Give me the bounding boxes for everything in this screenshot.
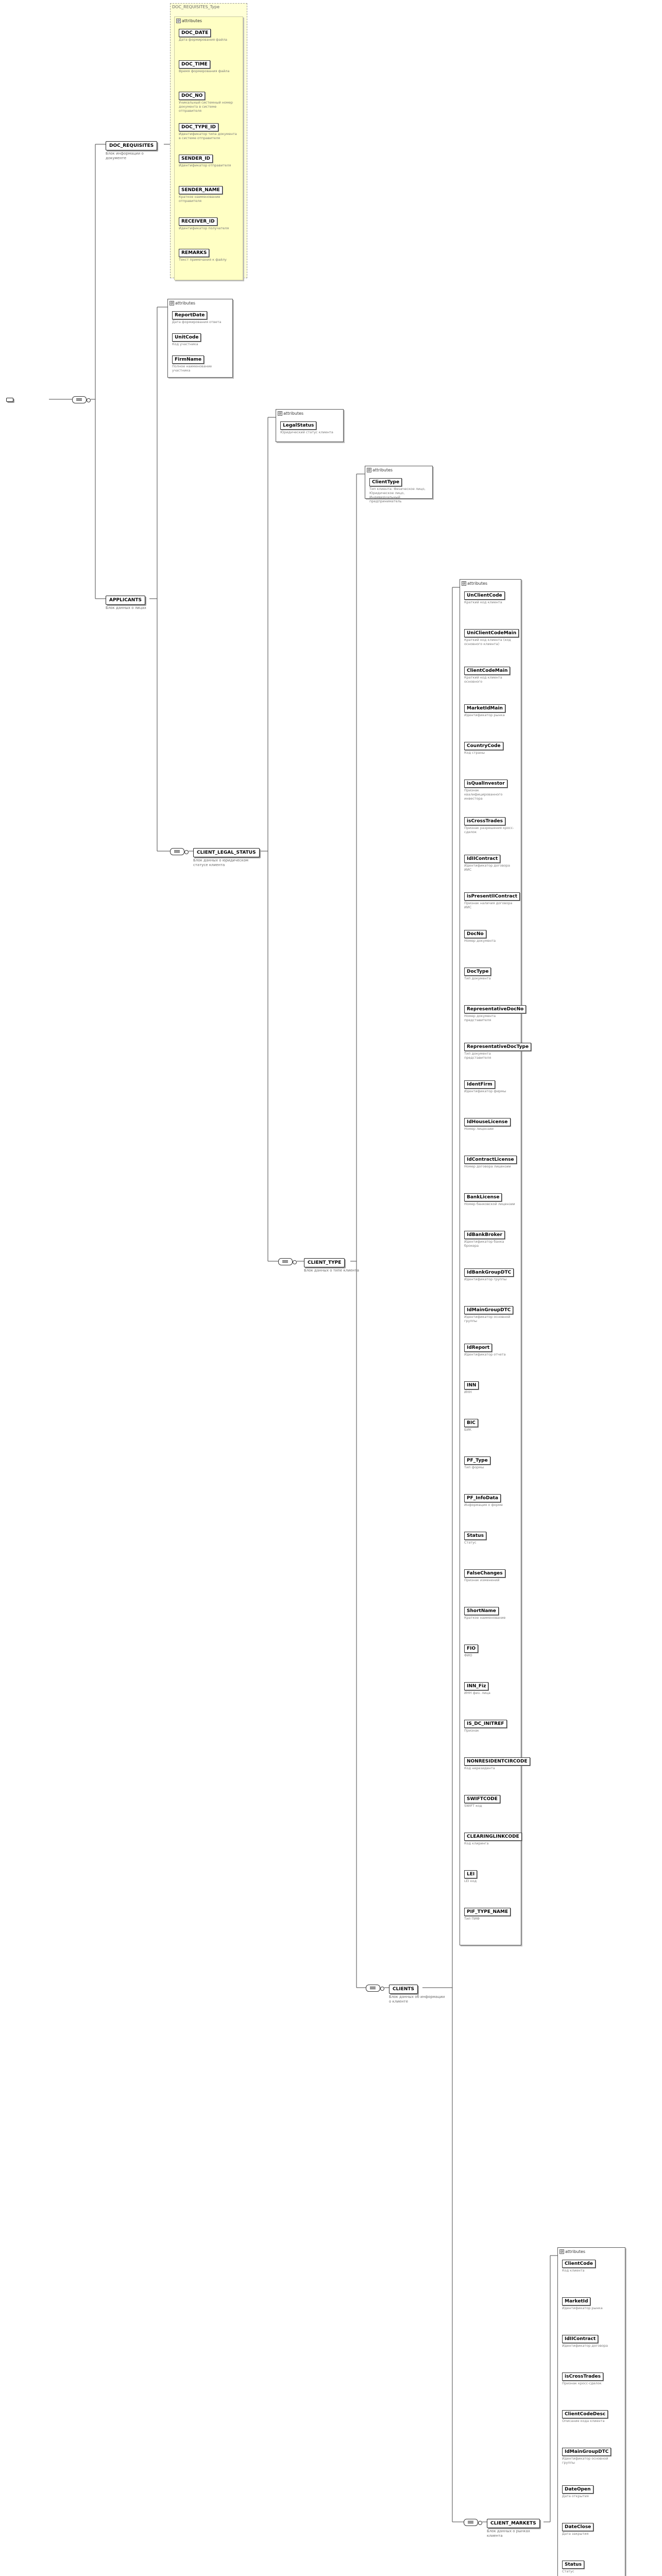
clients-attr-desc: Идентификатор банка брокера bbox=[464, 1240, 504, 1248]
doc-requisites-attr-desc: Идентификатор типа документа в системе отправителя bbox=[179, 132, 237, 140]
clients-attr-desc: Признак bbox=[464, 1728, 479, 1733]
client-markets-attr[interactable] bbox=[562, 2408, 621, 2423]
applicants-desc: Блок данных о лицах bbox=[106, 606, 146, 610]
clients-attr-desc: Номер документа представителя bbox=[464, 1014, 496, 1022]
clients-attr-name: IdBankBroker bbox=[464, 1231, 505, 1239]
client-markets-attributes-group bbox=[557, 2247, 625, 2576]
doc-requisites-node[interactable] bbox=[106, 139, 162, 161]
clients-attr-desc: Тип формы bbox=[464, 1465, 484, 1469]
legal-status-desc: Блок данных о юридическом статусе клиента bbox=[193, 858, 249, 867]
clients-attributes-title: attributes bbox=[467, 581, 488, 586]
client-markets-attr-desc: Дата открытия bbox=[562, 2494, 589, 2498]
clients-attr-desc: БИК bbox=[464, 1428, 471, 1432]
client-markets-attr[interactable] bbox=[562, 2520, 621, 2536]
clients-attr[interactable] bbox=[464, 1868, 517, 1883]
doc-requisites-attr[interactable] bbox=[179, 246, 239, 262]
clients-attr[interactable] bbox=[464, 739, 517, 755]
clients-attr[interactable] bbox=[464, 1303, 517, 1323]
clients-attr[interactable] bbox=[464, 702, 517, 717]
legal-status-attr-desc: Юридический статус клиента bbox=[280, 430, 333, 434]
clients-attr-desc: Идентификатор договора ИИС bbox=[464, 863, 511, 872]
applicants-label: APPLICANTS bbox=[106, 596, 145, 605]
clients-attr-desc: Номер банковской лицензии bbox=[464, 1202, 515, 1206]
clients-attr-desc: ИНН физ. лица bbox=[464, 1691, 490, 1695]
clients-attributes-header bbox=[460, 580, 521, 587]
client-markets-node[interactable] bbox=[487, 2517, 544, 2538]
clients-attr-desc: Код нерезидента bbox=[464, 1766, 495, 1770]
clients-attr-desc: Признак изменений bbox=[464, 1578, 500, 1582]
clients-attr-name: INN bbox=[464, 1381, 479, 1389]
doc-requisites-attr-desc: Текст примечания к файлу bbox=[179, 258, 227, 262]
clients-attr-name: PIF_TYPE_NAME bbox=[464, 1908, 511, 1916]
applicants-attr[interactable] bbox=[172, 309, 228, 324]
client-markets-attr-name: isCrossTrades bbox=[562, 2372, 603, 2381]
doc-requisites-attr-desc: Дата формирования файла bbox=[179, 38, 227, 42]
client-markets-attr-desc: Идентификатор рынка bbox=[562, 2306, 603, 2310]
clients-attr-desc: Признак наличия договора ИИС bbox=[464, 901, 513, 909]
clients-attr-name: BIC bbox=[464, 1419, 478, 1427]
doc-requisites-attr-desc: Уникальный системный номер документа в системе отправителя bbox=[179, 100, 233, 113]
client-markets-label: CLIENT_MARKETS bbox=[487, 2519, 540, 2528]
doc-requisites-attributes-title: attributes bbox=[182, 19, 202, 23]
attributes-icon: @ bbox=[560, 2250, 564, 2253]
legal-status-attributes-header bbox=[276, 410, 343, 417]
clients-attr[interactable] bbox=[464, 589, 517, 604]
client-markets-attr-name: ClientCodeDesc bbox=[562, 2410, 608, 2418]
doc-requisites-attr-name: DOC_TYPE_ID bbox=[179, 123, 218, 131]
clients-attr[interactable] bbox=[464, 1078, 517, 1093]
clients-attr[interactable] bbox=[464, 1191, 517, 1206]
client-markets-attr-name: IdIIContract bbox=[562, 2335, 598, 2343]
applicants-sequence-compositor[interactable] bbox=[170, 848, 184, 855]
attributes-icon: @ bbox=[278, 412, 282, 415]
clients-attr[interactable] bbox=[464, 1642, 517, 1657]
applicants-attr-desc: Полное наименование участника bbox=[172, 364, 212, 372]
doc-requisites-attr-name: REMARKS bbox=[179, 249, 209, 257]
clients-attr-name: isPresentIIContract bbox=[464, 892, 520, 901]
clients-attr-name: IdMainGroupDTC bbox=[464, 1306, 513, 1314]
clients-attr-desc: Идентификатор отчета bbox=[464, 1352, 506, 1357]
applicants-node[interactable] bbox=[106, 594, 162, 611]
clients-attr[interactable] bbox=[464, 1567, 517, 1582]
clients-attr[interactable] bbox=[464, 1115, 517, 1131]
client-markets-attr-desc: Дата закрытия bbox=[562, 2532, 589, 2536]
doc-requisites-desc: Блок информации о документе bbox=[106, 151, 144, 160]
clients-attr-name: IS_DC_INITREF bbox=[464, 1720, 507, 1728]
clients-attr[interactable] bbox=[464, 852, 517, 872]
clients-attr-name: PF_InfoData bbox=[464, 1494, 501, 1502]
clients-attr[interactable] bbox=[464, 1529, 517, 1545]
client-markets-attr-desc: Идентификатор основной группы bbox=[562, 2456, 608, 2465]
clients-attr-desc: Тип документа представителя bbox=[464, 1052, 491, 1060]
doc-requisites-attr-name: DOC_DATE bbox=[179, 29, 211, 37]
clients-attr-name: RepresentativeDocType bbox=[464, 1043, 531, 1051]
clients-attr[interactable] bbox=[464, 890, 517, 909]
client-markets-attr-name: DateClose bbox=[562, 2523, 593, 2531]
clients-attr[interactable] bbox=[464, 1604, 517, 1620]
clients-attr-name: ShortName bbox=[464, 1607, 499, 1615]
client-markets-attr-name: IdMainGroupDTC bbox=[562, 2448, 611, 2456]
clients-attr[interactable] bbox=[464, 1379, 517, 1394]
clients-attr-desc: Номер лицензии bbox=[464, 1127, 494, 1131]
client-markets-attr-desc: Статус bbox=[562, 2569, 574, 2573]
client-type-attr-desc: Тип клиента: Физическое лицо, Юридическое лицо, Индивидуальный предприниматель bbox=[369, 487, 426, 503]
clients-attr-name: UniClientCodeMain bbox=[464, 629, 519, 637]
applicants-attributes-header bbox=[168, 299, 232, 307]
client-markets-attr-desc: Описание кода клиента bbox=[562, 2419, 605, 2423]
clients-attr-name: DocNo bbox=[464, 930, 486, 938]
clients-attr-desc: Краткий код клиента основного bbox=[464, 675, 502, 684]
clients-attr-name: Status bbox=[464, 1532, 486, 1540]
clients-attr-name: isCrossTrades bbox=[464, 817, 505, 825]
clients-attr[interactable] bbox=[464, 1454, 517, 1469]
clients-attr-name: LEI bbox=[464, 1870, 477, 1878]
legal-status-attributes-group bbox=[276, 409, 344, 442]
doc-requisites-attributes-group bbox=[174, 16, 243, 280]
clients-attr-name: IdReport bbox=[464, 1344, 492, 1352]
clients-attr-name: FIO bbox=[464, 1645, 478, 1653]
client-markets-desc: Блок данных о рынках клиента bbox=[487, 2529, 530, 2538]
client-type-desc: Блок данных о типе клиента bbox=[304, 1268, 359, 1273]
clients-attr-name: UnClientCode bbox=[464, 591, 505, 600]
client-markets-attr-name: Status bbox=[562, 2561, 584, 2569]
clients-attr-desc: Номер договора лицензии bbox=[464, 1164, 511, 1168]
clients-attr-desc: ФИО bbox=[464, 1653, 472, 1657]
clients-attr-name: IdHouseLicense bbox=[464, 1118, 511, 1126]
attributes-icon: @ bbox=[462, 582, 466, 585]
applicants-attributes-title: attributes bbox=[175, 301, 196, 306]
applicants-attr-desc: Код участника bbox=[172, 342, 198, 346]
clients-attr[interactable] bbox=[464, 1416, 517, 1432]
client-markets-attr-name: ClientCode bbox=[562, 2260, 596, 2268]
clients-attr-name: IdBankGroupDTC bbox=[464, 1268, 514, 1277]
clients-attr[interactable] bbox=[464, 815, 517, 834]
clients-attr-desc: Краткий код клиента bbox=[464, 600, 502, 604]
doc-requisites-attr-name: SENDER_NAME bbox=[179, 186, 223, 194]
clients-attr[interactable] bbox=[464, 1905, 517, 1921]
client-markets-attr-name: DateOpen bbox=[562, 2485, 593, 2494]
clients-attr-name: IdIIContract bbox=[464, 855, 500, 863]
applicants-attr-name: FirmName bbox=[172, 355, 204, 364]
applicants-attr-name: ReportDate bbox=[172, 311, 207, 319]
clients-attr-desc: Краткий код клиента (код основного клиента) bbox=[464, 638, 511, 646]
clients-attr-desc: SWIFT код bbox=[464, 1804, 482, 1808]
clients-attr-name: IdentFirm bbox=[464, 1080, 495, 1089]
attributes-icon: @ bbox=[170, 301, 174, 305]
clients-attr-desc: Код страны bbox=[464, 751, 485, 755]
clients-attr[interactable] bbox=[464, 927, 517, 943]
clients-attr-desc: Тип ПИФ bbox=[464, 1917, 480, 1921]
clients-attr[interactable] bbox=[464, 1266, 517, 1281]
clients-attr-name: IdContractLicense bbox=[464, 1156, 517, 1164]
clients-attr-name: NONRESIDENTCIRCODE bbox=[464, 1757, 530, 1766]
clients-attr-name: isQualInvestor bbox=[464, 779, 507, 788]
client-type-attributes-title: attributes bbox=[372, 468, 393, 472]
doc-requisites-attr-name: RECEIVER_ID bbox=[179, 217, 217, 226]
client-markets-attr-name: MarketId bbox=[562, 2297, 590, 2306]
doc-requisites-label: DOC_REQUISITES bbox=[106, 141, 157, 150]
clients-attr[interactable] bbox=[464, 664, 517, 684]
legal-status-attr[interactable] bbox=[280, 419, 339, 434]
doc-requisites-attr[interactable] bbox=[179, 58, 239, 73]
client-type-sequence-compositor[interactable] bbox=[366, 1985, 380, 1992]
client-markets-attr[interactable] bbox=[562, 2332, 621, 2348]
clients-attr[interactable] bbox=[464, 1680, 517, 1695]
client-markets-attr-desc: Признак кросс-сделок bbox=[562, 2381, 602, 2385]
root-sequence-compositor[interactable] bbox=[72, 396, 87, 403]
client-type-label: CLIENT_TYPE bbox=[304, 1258, 345, 1267]
doc-requisites-attr[interactable] bbox=[179, 183, 239, 203]
client-markets-attributes-header bbox=[558, 2248, 625, 2255]
clients-attr-name: CountryCode bbox=[464, 742, 503, 750]
clients-attr-desc: Идентификатор группы bbox=[464, 1277, 507, 1281]
clients-attr-desc: Идентификатор основной группы bbox=[464, 1315, 511, 1323]
clients-attr[interactable] bbox=[464, 1153, 517, 1168]
client-markets-attr[interactable] bbox=[562, 2257, 621, 2273]
client-type-attributes-group bbox=[365, 466, 433, 503]
clients-attr-name: DocType bbox=[464, 968, 491, 976]
clients-attr[interactable] bbox=[464, 626, 517, 646]
clients-attr-desc: Код клиринга bbox=[464, 1841, 489, 1845]
client-markets-attr[interactable] bbox=[562, 2295, 621, 2310]
legal-status-attr-name: LegalStatus bbox=[280, 421, 316, 430]
applicants-attributes-group bbox=[167, 299, 233, 378]
root-node[interactable] bbox=[6, 394, 63, 405]
applicants-attr-desc: Дата формирования ответа bbox=[172, 320, 222, 324]
clients-attr-desc: Информация о форме bbox=[464, 1503, 503, 1507]
clients-attr-desc: Тип документа bbox=[464, 976, 491, 980]
client-type-attr-name: ClientType bbox=[369, 478, 402, 486]
clients-attr-name: SWIFTCODE bbox=[464, 1795, 500, 1803]
client-markets-attributes-title: attributes bbox=[565, 2249, 586, 2254]
legal-status-sequence-compositor[interactable] bbox=[278, 1258, 293, 1265]
clients-attr-desc: Признак разрешения кросс-сделок bbox=[464, 826, 514, 834]
clients-attr-name: INN_Fiz bbox=[464, 1682, 488, 1690]
clients-attr[interactable] bbox=[464, 777, 517, 801]
clients-attr[interactable] bbox=[464, 1717, 517, 1733]
client-markets-attr[interactable] bbox=[562, 2558, 621, 2573]
clients-attr-desc: Краткое наименование bbox=[464, 1616, 506, 1620]
clients-attr-desc: Идентификатор рынка bbox=[464, 713, 505, 717]
clients-attr[interactable] bbox=[464, 1792, 517, 1808]
clients-attributes-group bbox=[460, 579, 529, 1945]
clients-attr-desc: ИНН bbox=[464, 1390, 472, 1394]
client-type-attr[interactable] bbox=[369, 476, 428, 503]
clients-attr[interactable] bbox=[464, 1003, 524, 1022]
client-markets-attr-desc: Код клиента bbox=[562, 2268, 585, 2273]
doc-requisites-attr-desc: Идентификатор получателя bbox=[179, 226, 229, 230]
doc-requisites-attr-desc: Идентификатор отправителя bbox=[179, 163, 231, 167]
clients-attr-desc: Статус bbox=[464, 1540, 477, 1545]
client-type-node[interactable] bbox=[304, 1256, 361, 1273]
doc-requisites-attr-desc: Время формирования файла bbox=[179, 69, 230, 73]
attributes-icon: @ bbox=[177, 19, 180, 23]
clients-attr-name: FalseChanges bbox=[464, 1569, 505, 1578]
client-markets-attr[interactable] bbox=[562, 2370, 621, 2385]
doc-requisites-attr[interactable] bbox=[179, 89, 239, 113]
clients-attr[interactable] bbox=[464, 1228, 517, 1248]
clients-attr-desc: Идентификатор фирмы bbox=[464, 1089, 506, 1093]
legal-status-node[interactable] bbox=[193, 846, 260, 868]
clients-attr[interactable] bbox=[464, 1830, 517, 1845]
clients-attr[interactable] bbox=[464, 1040, 529, 1060]
doc-requisites-attr[interactable] bbox=[179, 121, 239, 140]
root-label bbox=[6, 398, 13, 402]
doc-requisites-attr[interactable] bbox=[179, 26, 239, 42]
doc-requisites-attr[interactable] bbox=[179, 152, 239, 167]
doc-requisites-attr-desc: Краткое наименование отправителя bbox=[179, 195, 220, 203]
clients-attr-name: ClientCodeMain bbox=[464, 667, 510, 675]
clients-attr-desc: LEI код bbox=[464, 1879, 477, 1883]
clients-attr-name: CLEARINGLINKCODE bbox=[464, 1833, 522, 1841]
applicants-attr[interactable] bbox=[172, 353, 228, 372]
doc-requisites-attr-name: DOC_TIME bbox=[179, 60, 210, 69]
attributes-icon: @ bbox=[367, 468, 371, 472]
clients-sequence-compositor[interactable] bbox=[464, 2519, 478, 2526]
clients-attr[interactable] bbox=[464, 965, 517, 980]
clients-attr[interactable] bbox=[464, 1492, 517, 1507]
doc-requisites-attr-name: DOC_NO bbox=[179, 92, 205, 100]
applicants-attr[interactable] bbox=[172, 331, 228, 346]
clients-attr-name: PF_Type bbox=[464, 1456, 490, 1465]
clients-attr[interactable] bbox=[464, 1755, 528, 1770]
client-markets-attr[interactable] bbox=[562, 2483, 621, 2498]
clients-label: CLIENTS bbox=[389, 1985, 418, 1994]
doc-requisites-attr[interactable] bbox=[179, 215, 239, 230]
clients-attr-desc: Признак квалифицированного инвестора bbox=[464, 788, 503, 801]
clients-attr-name: BankLicense bbox=[464, 1193, 502, 1201]
applicants-attr-name: UnitCode bbox=[172, 333, 201, 342]
clients-attr-name: RepresentativeDocNo bbox=[464, 1005, 526, 1013]
clients-attr-name: MarketIdMain bbox=[464, 704, 505, 713]
doc-requisites-attr-name: SENDER_ID bbox=[179, 155, 213, 163]
client-markets-attr[interactable] bbox=[562, 2445, 621, 2465]
legal-status-label: CLIENT_LEGAL_STATUS bbox=[193, 848, 260, 857]
clients-attr-desc: Номер документа bbox=[464, 939, 496, 943]
doc-requisites-type-title: DOC_REQUISITES_Type bbox=[172, 5, 219, 9]
clients-node[interactable] bbox=[389, 1982, 446, 2004]
clients-attr[interactable] bbox=[464, 1341, 517, 1357]
clients-desc: Блок данных об информации о клиенте bbox=[389, 1995, 445, 2004]
doc-requisites-attributes-header bbox=[175, 17, 243, 24]
legal-status-attributes-title: attributes bbox=[283, 411, 304, 416]
client-markets-attr-desc: Идентификатор договора bbox=[562, 2344, 608, 2348]
client-type-attributes-header bbox=[365, 466, 432, 473]
